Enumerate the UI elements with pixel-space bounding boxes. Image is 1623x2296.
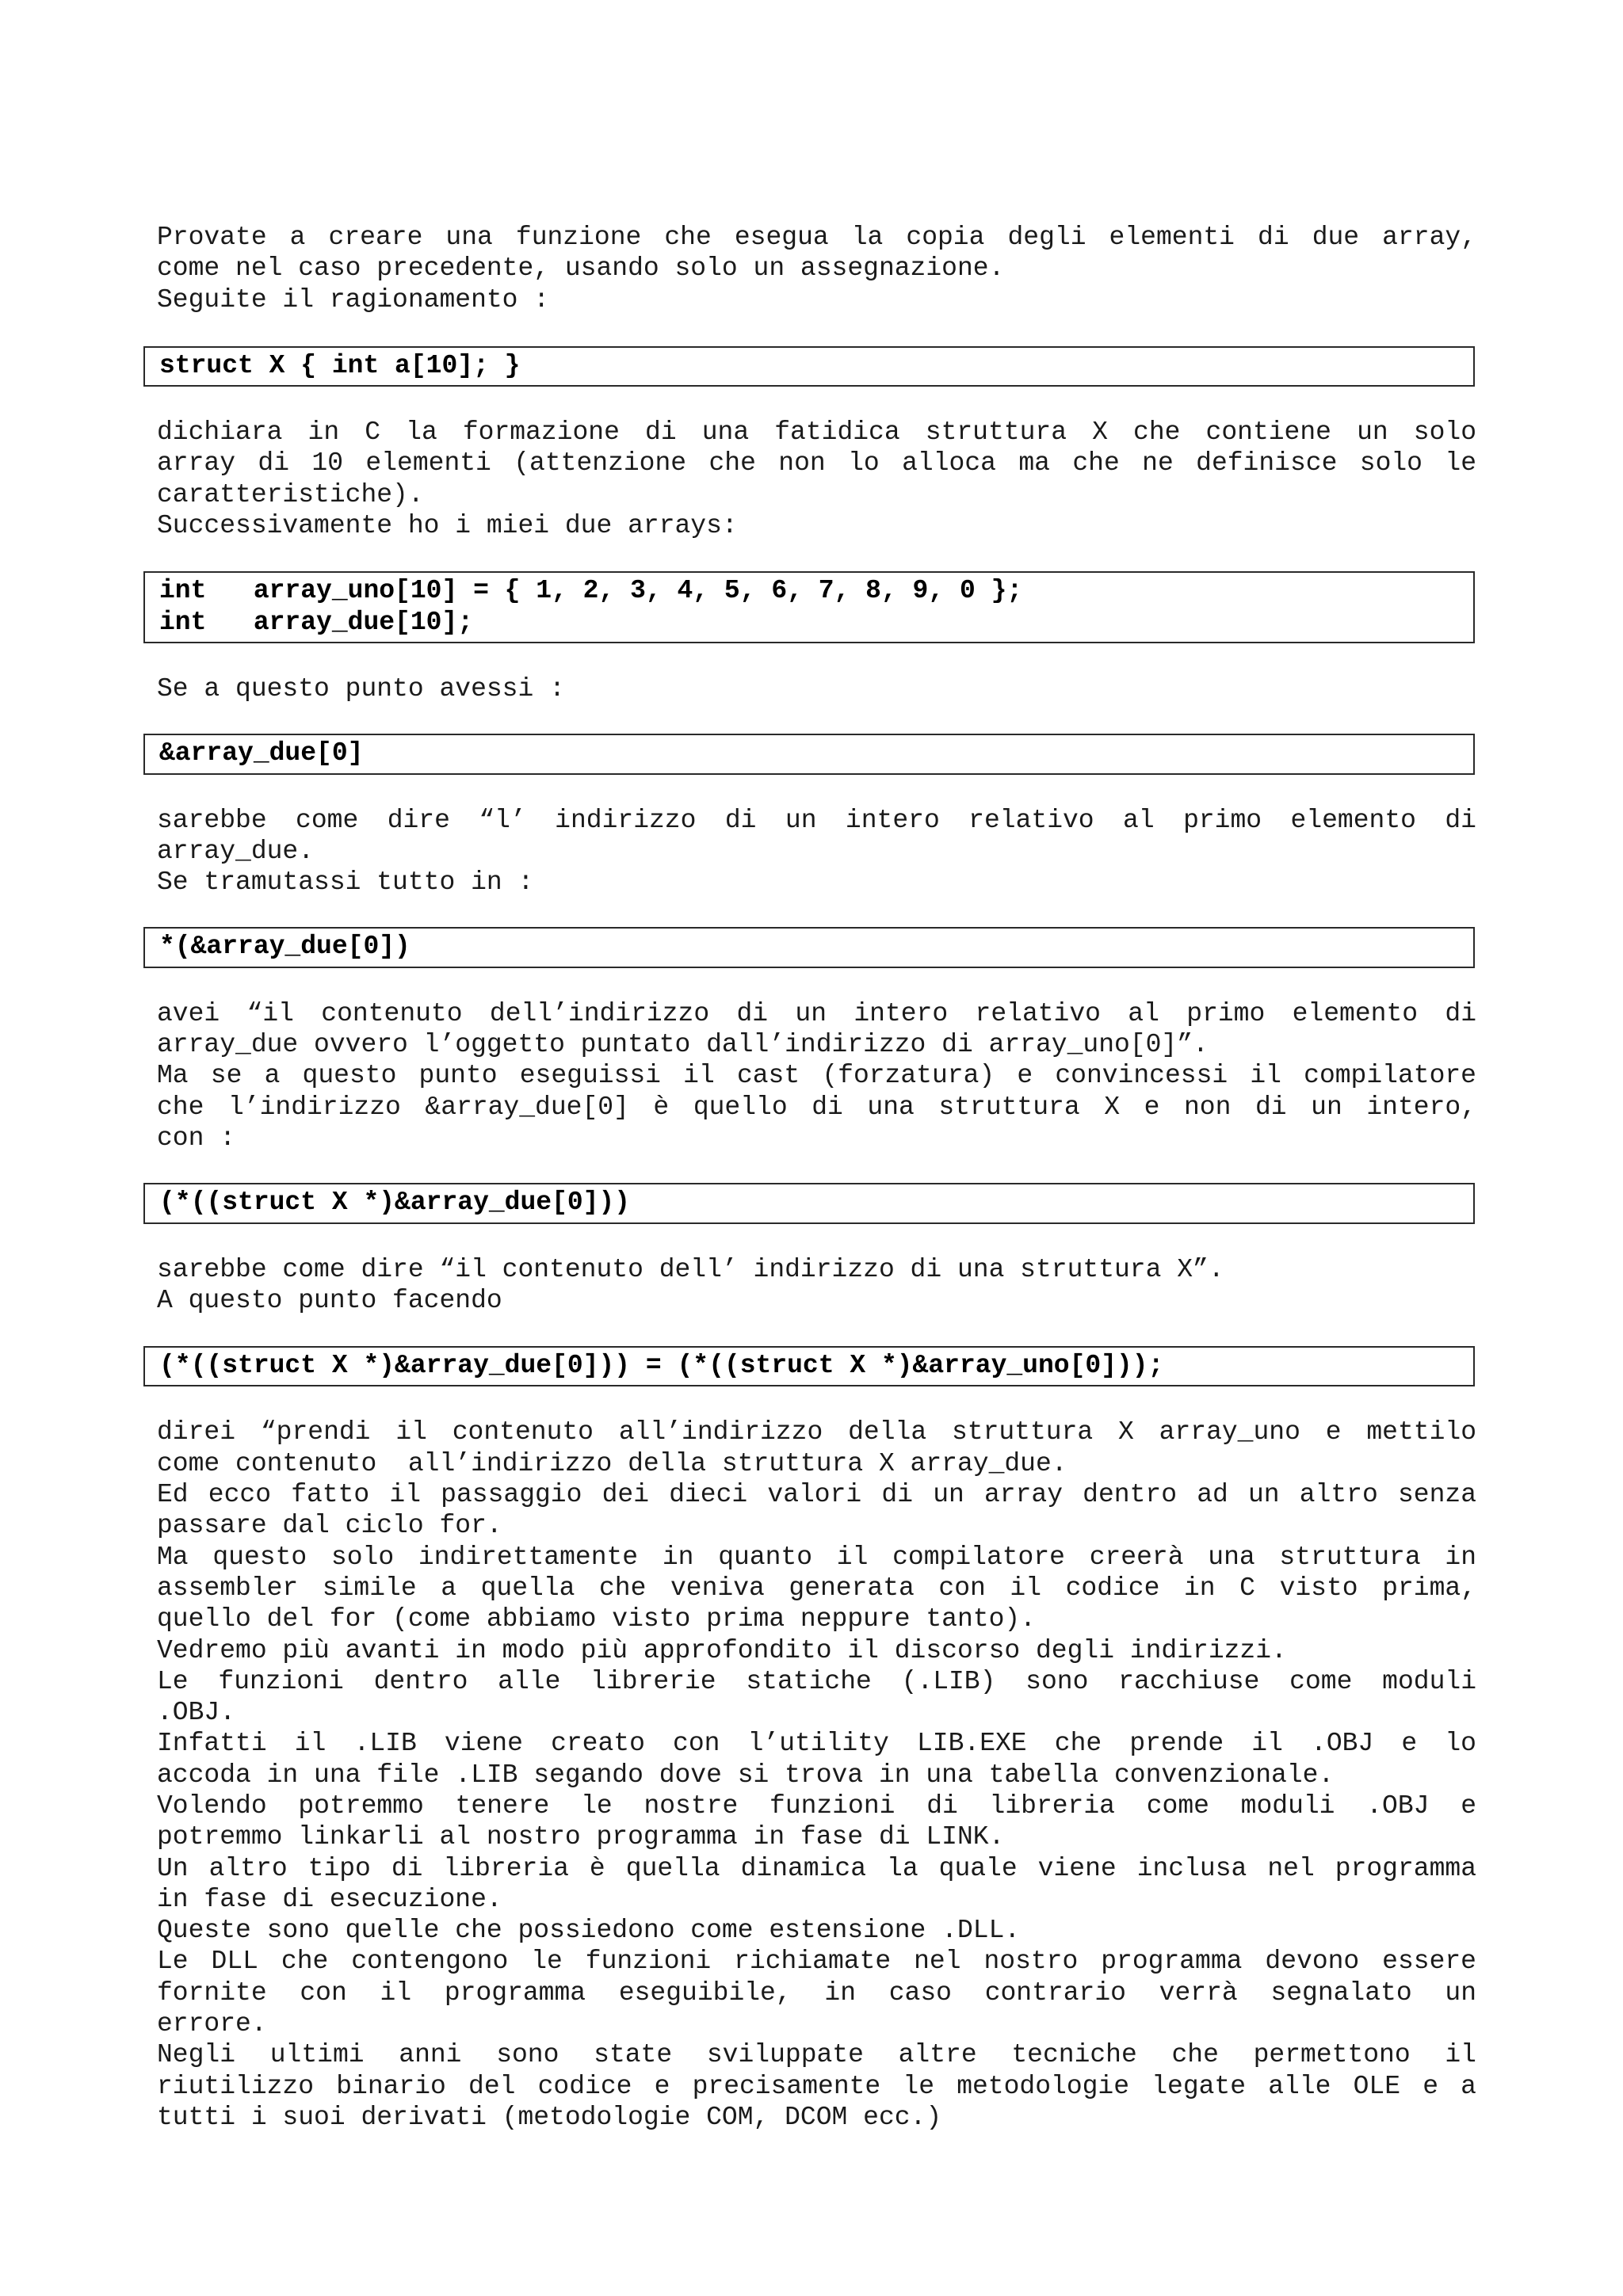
text-line: Le funzioni dentro alle librerie statiche (.LIB) sono racchiuse come moduli (157, 1666, 1476, 1696)
code-line: struct X { int a[10]; } (159, 350, 521, 380)
text-paragraph (157, 1254, 1476, 1317)
text-line: Ed ecco fatto il passaggio dei dieci valori di un array dentro ad un altro senza (157, 1480, 1476, 1510)
text-line: tutti i suoi derivati (metodologie COM, DCOM ecc.) (157, 2102, 942, 2132)
text-line: Ma questo solo indirettamente in quanto il compilatore creerà una struttura in (157, 1542, 1476, 1572)
text-paragraph (157, 1417, 1476, 2133)
code-line: int array_uno[10] = { 1, 2, 3, 4, 5, 6, 7, 8, 9, 0 }; (159, 576, 1023, 606)
text-line: Infatti il .LIB viene creato con l’utility LIB.EXE che prende il .OBJ e lo (157, 1729, 1476, 1759)
text-line: array di 10 elementi (attenzione che non lo alloca ma che ne definisce solo le (157, 448, 1476, 479)
text-line: Queste sono quelle che possiedono come estensione .DLL. (157, 1916, 1021, 1946)
text-paragraph (157, 998, 1476, 1154)
text-line: Seguite il ragionamento : (157, 284, 550, 315)
text-line: quello del for (come abbiamo visto prima neppure tanto). (157, 1604, 1036, 1634)
text-line: Se tramutassi tutto in : (157, 868, 534, 898)
code-line: &array_due[0] (159, 738, 364, 769)
text-line: array_due. (157, 836, 315, 866)
text-line: passare dal ciclo for. (157, 1511, 502, 1541)
text-line: Negli ultimi anni sono state sviluppate altre tecniche che permettono il (157, 2040, 1476, 2070)
text-line: caratteristiche). (157, 479, 424, 509)
text-line: direi “prendi il contenuto all’indirizzo della struttura X array_uno e mettilo (157, 1417, 1476, 1447)
text-line: con : (157, 1123, 236, 1153)
text-line: potremmo linkarli al nostro programma in fase di LINK. (157, 1822, 1005, 1852)
text-line: Vedremo più avanti in modo più approfondito il discorso degli indirizzi. (157, 1635, 1287, 1665)
code-line: int array_due[10]; (159, 607, 474, 637)
text-line: in fase di esecuzione. (157, 1884, 502, 1914)
text-line: Se a questo punto avessi : (157, 673, 565, 704)
code-block (143, 346, 1475, 387)
code-line: *(&array_due[0]) (159, 932, 411, 962)
text-line: sarebbe come dire “il contenuto dell’ indirizzo di una struttura X”. (157, 1254, 1224, 1284)
code-block (143, 1183, 1475, 1223)
text-line: errore. (157, 2009, 267, 2039)
document-page (157, 192, 1476, 2133)
text-line: assembler simile a quella che veniva generata con il codice in C visto prima, (157, 1573, 1476, 1603)
text-line: come nel caso precedente, usando solo un assegnazione. (157, 254, 1005, 284)
text-line: avei “il contenuto dell’indirizzo di un intero relativo al primo elemento di (157, 998, 1476, 1028)
code-block (143, 1346, 1475, 1386)
text-line: Le DLL che contengono le funzioni richiamate nel nostro programma devono essere (157, 1947, 1476, 1977)
text-line: Volendo potremmo tenere le nostre funzioni di libreria come moduli .OBJ e (157, 1791, 1476, 1821)
code-line: (*((struct X *)&array_due[0])) (159, 1188, 631, 1218)
text-line: .OBJ. (157, 1698, 236, 1728)
text-line: accoda in una file .LIB segando dove si trova in una tabella convenzionale. (157, 1760, 1335, 1790)
text-line: come contenuto all’indirizzo della struttura X array_due. (157, 1448, 1067, 1478)
text-paragraph (157, 805, 1476, 898)
text-line: riutilizzo binario del codice e precisamente le metodologie legate alle OLE e a (157, 2071, 1476, 2101)
text-line: sarebbe come dire “l’ indirizzo di un intero relativo al primo elemento di (157, 805, 1476, 835)
code-block (143, 927, 1475, 967)
text-line: Successivamente ho i miei due arrays: (157, 511, 738, 541)
text-paragraph (157, 673, 1476, 704)
code-block (143, 571, 1475, 643)
code-line: (*((struct X *)&array_due[0])) = (*((struct X *)&array_uno[0])); (159, 1351, 1164, 1381)
text-line: fornite con il programma eseguibile, in caso contrario verrà segnalato un (157, 1978, 1476, 2008)
text-line: Provate a creare una funzione che esegua la copia degli elementi di due array, (157, 223, 1476, 252)
text-paragraph (157, 417, 1476, 541)
text-line: dichiara in C la formazione di una fatidica struttura X che contiene un solo (157, 418, 1476, 448)
text-line: A questo punto facendo (157, 1285, 502, 1315)
text-line: Ma se a questo punto eseguissi il cast (forzatura) e convincessi il compilatore (157, 1061, 1476, 1091)
text-paragraph (157, 222, 1476, 315)
text-line: Un altro tipo di libreria è quella dinamica la quale viene inclusa nel programma (157, 1853, 1476, 1883)
code-block (143, 734, 1475, 774)
text-line: array_due ovvero l’oggetto puntato dall’indirizzo di array_uno[0]”. (157, 1030, 1209, 1060)
text-line: che l’indirizzo &array_due[0] è quello di una struttura X e non di un intero, (157, 1092, 1476, 1122)
